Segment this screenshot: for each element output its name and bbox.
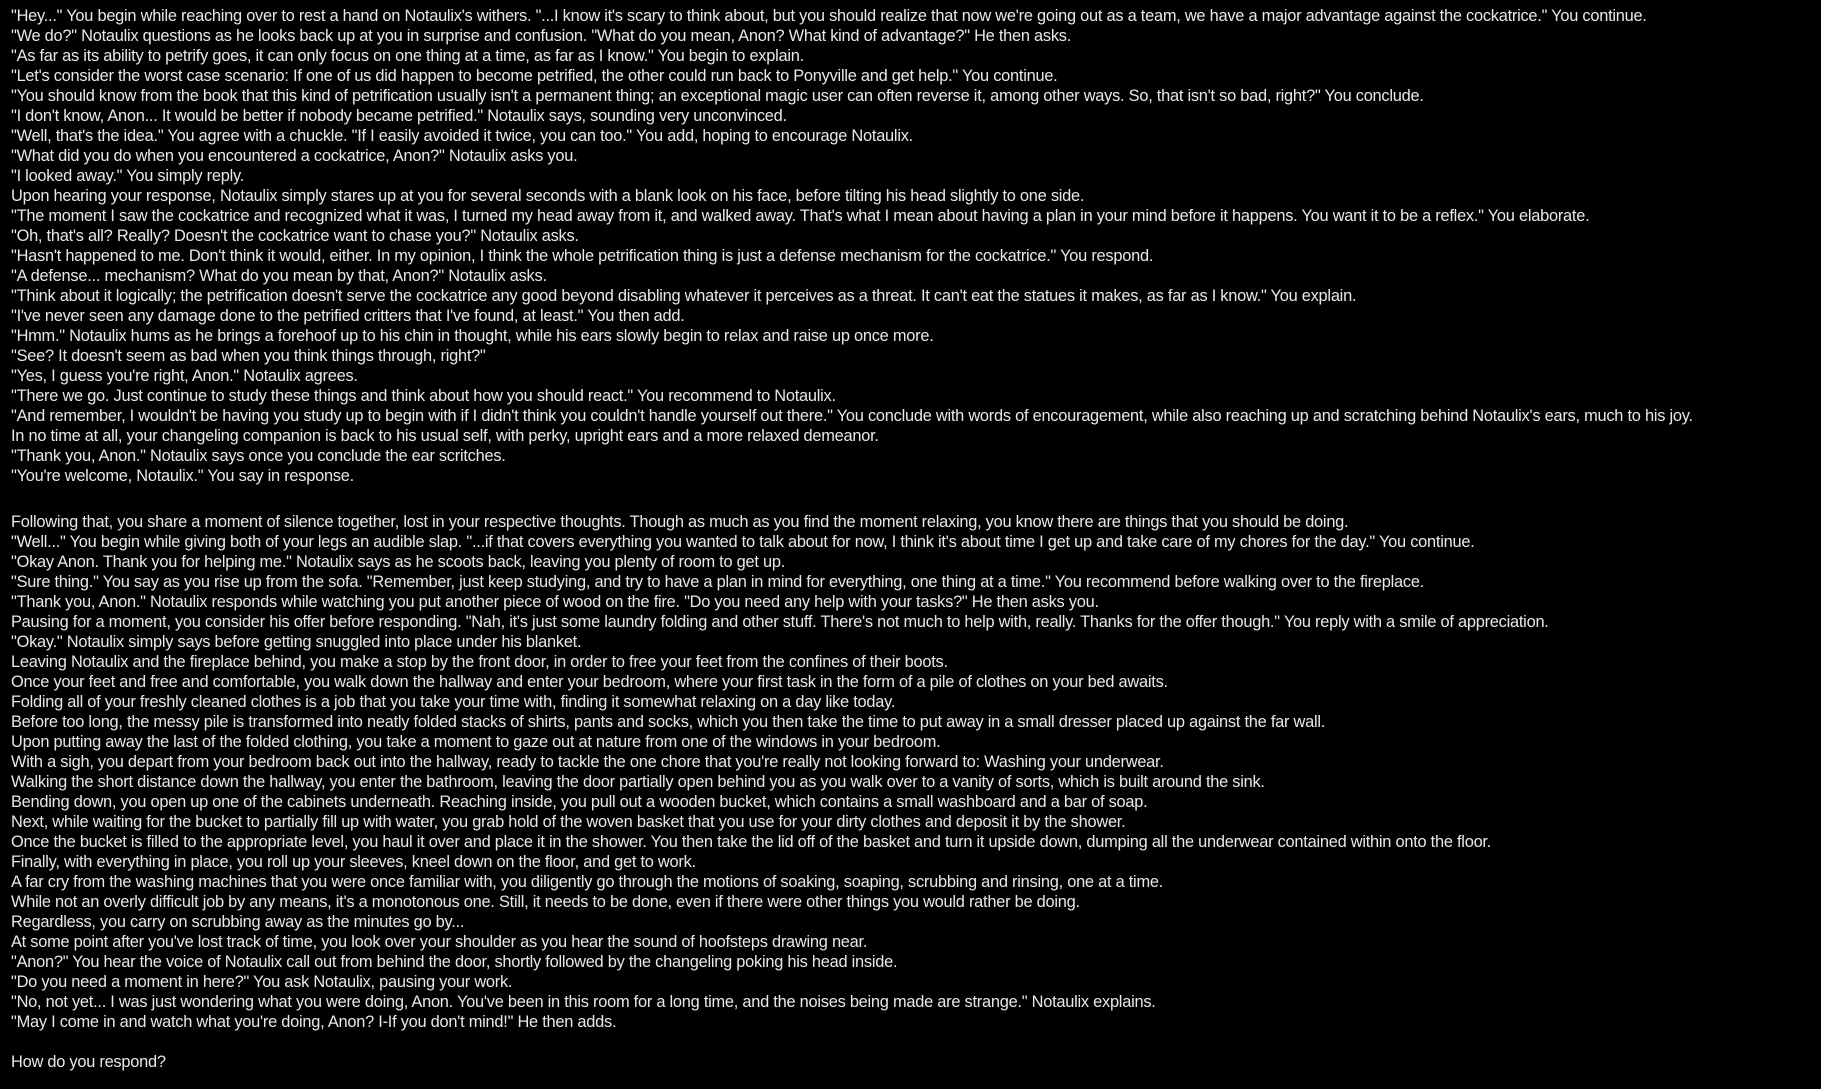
- story-line: "Hmm." Notaulix hums as he brings a forehoof up to his chin in thought, while his ears slowly begin to relax and raise up once more.: [11, 327, 934, 345]
- story-line: "Thank you, Anon." Notaulix says once you conclude the ear scritches.: [11, 447, 506, 465]
- story-line: Bending down, you open up one of the cabinets underneath. Reaching inside, you pull out a wooden bucket, which contains a small washboard and a bar of soap.: [11, 793, 1148, 811]
- story-line: Once the bucket is filled to the appropriate level, you haul it over and place it in the shower. You then take the lid off of the basket and turn it upside down, dumping all the underwear contained within onto the floor.: [11, 833, 1492, 851]
- story-line: "Oh, that's all? Really? Doesn't the cockatrice want to chase you?" Notaulix asks.: [11, 227, 579, 245]
- story-line: "You're welcome, Notaulix." You say in response.: [11, 467, 354, 485]
- story-line: "Anon?" You hear the voice of Notaulix call out from behind the door, shortly followed by the changeling poking his head inside.: [11, 953, 898, 971]
- story-line: Leaving Notaulix and the fireplace behind, you make a stop by the front door, in order to free your feet from the confines of their boots.: [11, 653, 948, 671]
- story-line: Folding all of your freshly cleaned clothes is a job that you take your time with, finding it somewhat relaxing on a day like today.: [11, 693, 896, 711]
- story-line: At some point after you've lost track of time, you look over your shoulder as you hear the sound of hoofsteps drawing near.: [11, 933, 868, 951]
- story-line: "I looked away." You simply reply.: [11, 167, 245, 185]
- story-line: Pausing for a moment, you consider his offer before responding. "Nah, it's just some laundry folding and other stuff. There's not much to help with, really. Thanks for the offer though." You reply with a smile of appreciation.: [11, 613, 1549, 631]
- story-line: "Thank you, Anon." Notaulix responds while watching you put another piece of wood on the fire. "Do you need any help with your tasks?" He then asks you.: [11, 593, 1099, 611]
- story-line: Following that, you share a moment of silence together, lost in your respective thoughts. Though as much as you find the moment relaxing, you know there are things that you should be doing.: [11, 513, 1349, 531]
- story-line: "I don't know, Anon... It would be better if nobody became petrified." Notaulix says, sounding very unconvinced.: [11, 107, 787, 125]
- prompt-spacer: [11, 1032, 1821, 1052]
- story-line: "A defense... mechanism? What do you mean by that, Anon?" Notaulix asks.: [11, 267, 547, 285]
- story-line: Before too long, the messy pile is transformed into neatly folded stacks of shirts, pants and socks, which you then take the time to put away in a small dresser placed up against the far wall.: [11, 713, 1326, 731]
- story-line: Regardless, you carry on scrubbing away as the minutes go by...: [11, 913, 465, 931]
- story-line: "May I come in and watch what you're doing, Anon? I-If you don't mind!" He then adds.: [11, 1013, 617, 1031]
- story-line: "No, not yet... I was just wondering what you were doing, Anon. You've been in this room for a long time, and the noises being made are strange." Notaulix explains.: [11, 993, 1156, 1011]
- story-line: Once your feet and free and comfortable, you walk down the hallway and enter your bedroom, where your first task in the form of a pile of clothes on your bed awaits.: [11, 673, 1168, 691]
- story-line: Upon hearing your response, Notaulix simply stares up at you for several seconds with a blank look on his face, before tilting his head slightly to one side.: [11, 187, 1085, 205]
- response-prompt: How do you respond?: [11, 1053, 166, 1071]
- story-line: Upon putting away the last of the folded clothing, you take a moment to gaze out at nature from one of the windows in your bedroom.: [11, 733, 941, 751]
- story-passage-1: [11, 6, 1821, 486]
- story-line: "Yes, I guess you're right, Anon." Notaulix agrees.: [11, 367, 358, 385]
- story-line: "There we go. Just continue to study these things and think about how you should react." You recommend to Notaulix.: [11, 387, 836, 405]
- story-line: "As far as its ability to petrify goes, it can only focus on one thing at a time, as far as I know." You begin to explain.: [11, 47, 804, 65]
- story-line: With a sigh, you depart from your bedroom back out into the hallway, ready to tackle the one chore that you're really not looking forward to: Washing your underwear.: [11, 753, 1164, 771]
- story-line: "Okay." Notaulix simply says before getting snuggled into place under his blanket.: [11, 633, 582, 651]
- story-line: "You should know from the book that this kind of petrification usually isn't a permanent thing; an exceptional magic user can often reverse it, among other ways. So, that isn't so bad, right?" You conclude.: [11, 87, 1424, 105]
- story-line: "We do?" Notaulix questions as he looks back up at you in surprise and confusion. "What do you mean, Anon? What kind of advantage?" He then asks.: [11, 27, 1072, 45]
- story-passage-2: [11, 512, 1821, 1032]
- story-line: "And remember, I wouldn't be having you study up to begin with if I didn't think you couldn't handle yourself out there." You conclude with words of encouragement, while also reaching up and scratching behind Notaulix's ears, much to his joy.: [11, 407, 1693, 425]
- story-line: A far cry from the washing machines that you were once familiar with, you diligently go through the motions of soaking, soaping, scrubbing and rinsing, one at a time.: [11, 873, 1164, 891]
- story-line: Next, while waiting for the bucket to partially fill up with water, you grab hold of the woven basket that you use for your dirty clothes and deposit it by the shower.: [11, 813, 1126, 831]
- story-line: "Think about it logically; the petrification doesn't serve the cockatrice any good beyond disabling whatever it perceives as a threat. It can't eat the statues it makes, as far as I know." You explain.: [11, 287, 1357, 305]
- story-line: "I've never seen any damage done to the petrified critters that I've found, at least." You then add.: [11, 307, 685, 325]
- story-line: "The moment I saw the cockatrice and recognized what it was, I turned my head away from it, and walked away. That's what I mean about having a plan in your mind before it happens. You want it to be a reflex." You elaborate.: [11, 207, 1590, 225]
- story-line: "Do you need a moment in here?" You ask Notaulix, pausing your work.: [11, 973, 513, 991]
- story-line: "See? It doesn't seem as bad when you think things through, right?": [11, 347, 486, 365]
- story-line: "Hey..." You begin while reaching over to rest a hand on Notaulix's withers. "...I know it's scary to think about, but you should realize that now we're going out as a team, we have a major advantage against the cockatrice." You continue.: [11, 7, 1647, 25]
- story-line: "Hasn't happened to me. Don't think it would, either. In my opinion, I think the whole petrification thing is just a defense mechanism for the cockatrice." You respond.: [11, 247, 1154, 265]
- story-line: Walking the short distance down the hallway, you enter the bathroom, leaving the door partially open behind you as you walk over to a vanity of sorts, which is built around the sink.: [11, 773, 1265, 791]
- story-line: "Well, that's the idea." You agree with a chuckle. "If I easily avoided it twice, you can too." You add, hoping to encourage Notaulix.: [11, 127, 913, 145]
- story-line: Finally, with everything in place, you roll up your sleeves, kneel down on the floor, and get to work.: [11, 853, 696, 871]
- story-line: "Well..." You begin while giving both of your legs an audible slap. "...if that covers everything you wanted to talk about for now, I think it's about time I get up and take care of my chores for the day." You continue.: [11, 533, 1475, 551]
- story-line: In no time at all, your changeling companion is back to his usual self, with perky, upright ears and a more relaxed demeanor.: [11, 427, 879, 445]
- story-line: "Let's consider the worst case scenario: If one of us did happen to become petrified, the other could run back to Ponyville and get help." You continue.: [11, 67, 1058, 85]
- story-line: "Sure thing." You say as you rise up from the sofa. "Remember, just keep studying, and try to have a plan in mind for everything, one thing at a time." You recommend before walking over to the fireplace.: [11, 573, 1424, 591]
- paragraph-spacer: [11, 486, 1821, 512]
- story-line: While not an overly difficult job by any means, it's a monotonous one. Still, it needs to be done, even if there were other things you would rather be doing.: [11, 893, 1080, 911]
- story-line: "What did you do when you encountered a cockatrice, Anon?" Notaulix asks you.: [11, 147, 578, 165]
- story-line: "Okay Anon. Thank you for helping me." Notaulix says as he scoots back, leaving you plenty of room to get up.: [11, 553, 786, 571]
